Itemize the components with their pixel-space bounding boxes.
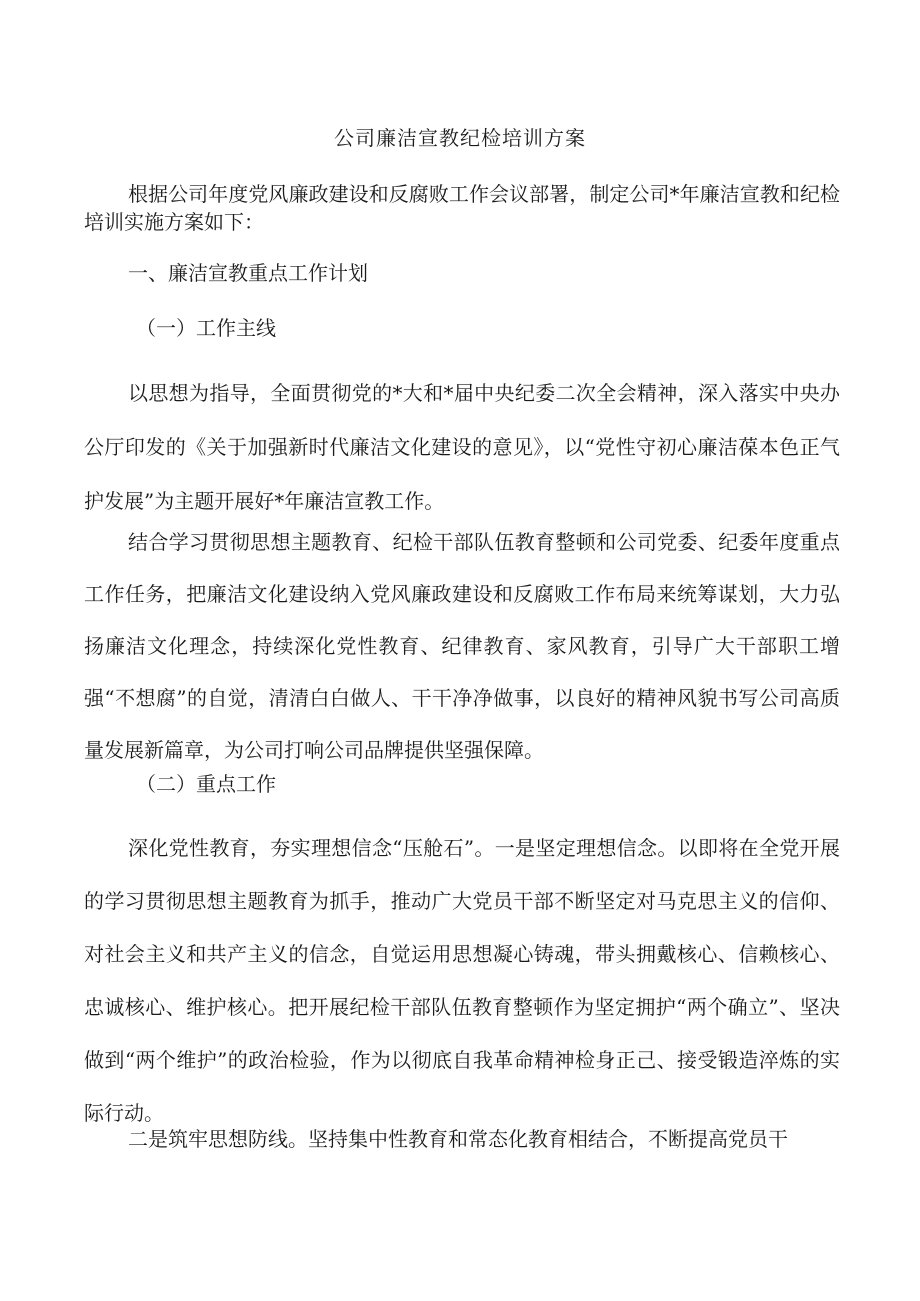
body-paragraph-3: 深化党性教育，夯实理想信念“压舱石”。一是坚定理想信念。以即将在全党开展的学习贯彻思想主题教育为抓手，推动广大党员干部不断坚定对马克思主义的信仰、对社会主义和共产主义的信念，自觉运用思想凝心铸魂，带头拥戴核心、信赖核心、忠诚核心、维护核心。把开展纪检干部队伍教育整顿作为坚定拥护“两个确立”、坚决做到“两个维护”的政治检验，作为以彻底自我革命精神检身正己、接受锻造淬炼的实际行动。 — [84, 836, 840, 1125]
subsection-heading-1: （一）工作主线 — [136, 316, 276, 340]
subsection-heading-2: （二）重点工作 — [136, 772, 276, 796]
section-heading-1: 一、廉洁宣教重点工作计划 — [128, 261, 368, 285]
body-paragraph-2: 结合学习贯彻思想主题教育、纪检干部队伍教育整顿和公司党委、纪委年度重点工作任务，把廉洁文化建设纳入党风廉政建设和反腐败工作布局来统筹谋划，大力弘扬廉洁文化理念，持续深化党性教育、纪律教育、家风教育，引导广大干部职工增强“不想腐”的自觉，清清白白做人、干干净净做事，以良好的精神风貌书写公司高质量发展新篇章，为公司打响公司品牌提供坚强保障。 — [84, 530, 840, 762]
body-paragraph-4: 二是筑牢思想防线。坚持集中性教育和常态化教育相结合，不断提高党员干 — [128, 1127, 788, 1151]
intro-paragraph: 根据公司年度党风廉政建设和反腐败工作会议部署，制定公司*年廉洁宣教和纪检培训实施方案如下： — [84, 182, 840, 234]
body-paragraph-1: 以思想为指导，全面贯彻党的*大和*届中央纪委二次全会精神，深入落实中央办公厅印发的《关于加强新时代廉洁文化建设的意见》，以“党性守初心廉洁葆本色正气护发展”为主题开展好*年廉洁宣教工作。 — [84, 381, 840, 513]
document-title: 公司廉洁宣教纪检培训方案 — [334, 126, 586, 150]
